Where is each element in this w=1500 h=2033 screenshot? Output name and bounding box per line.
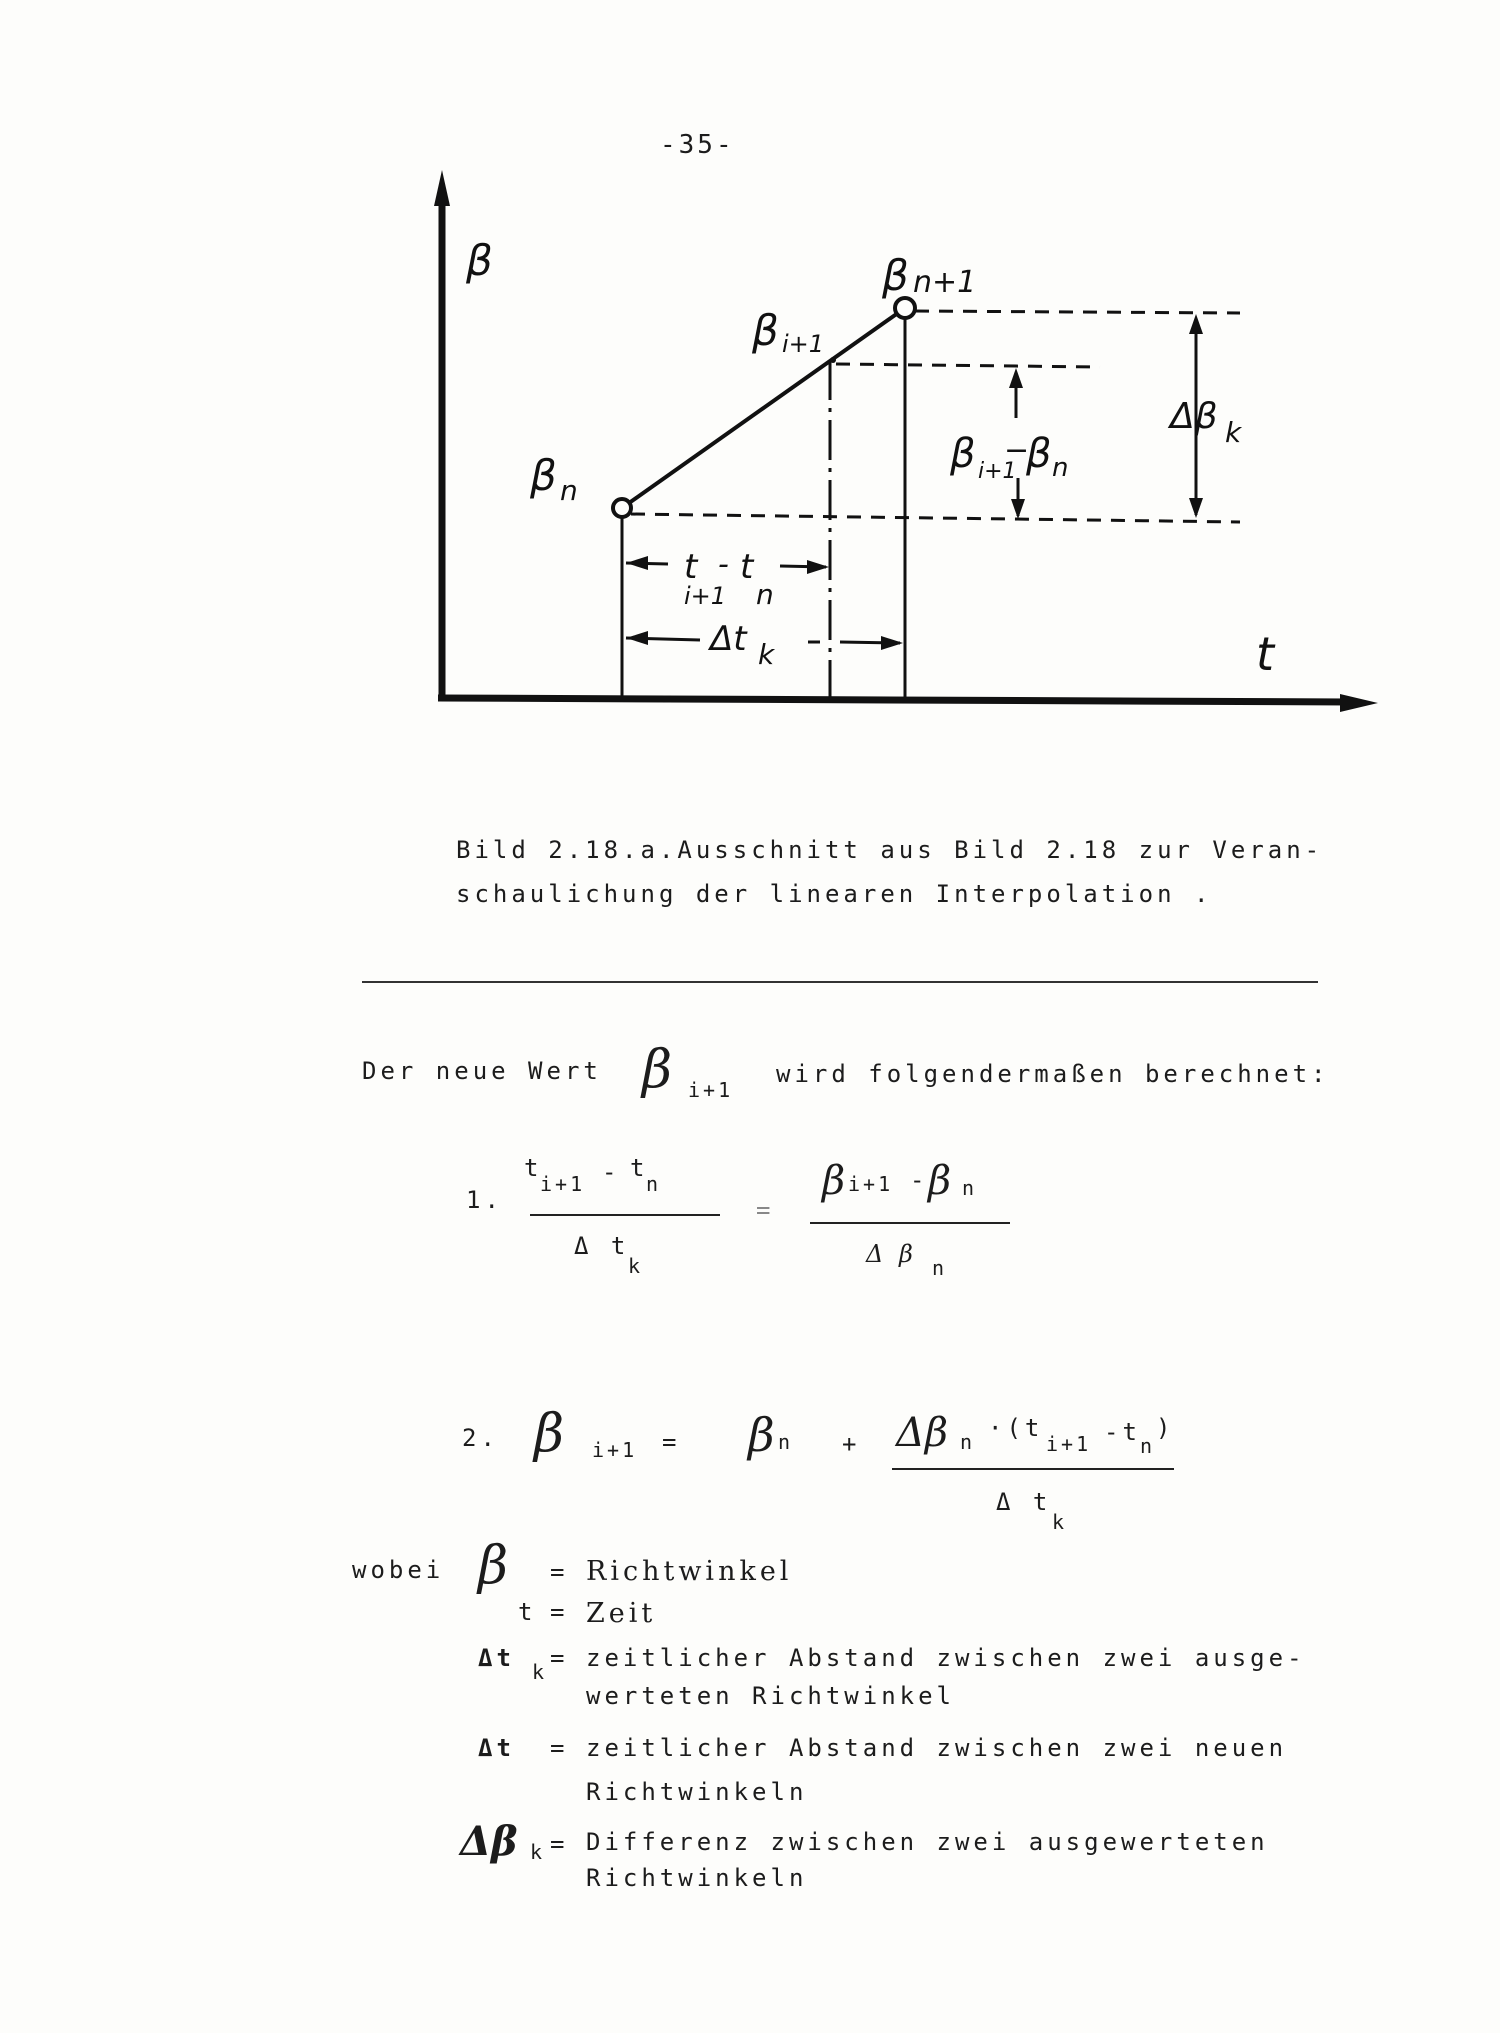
x-axis-label: t	[1256, 627, 1275, 681]
def-delta-tk	[478, 1644, 1338, 1734]
intro-symbol: β	[642, 1040, 673, 1100]
eq2-num-delta-sub: n	[960, 1430, 976, 1454]
eq1-lhs-num-tn-sub: n	[646, 1172, 662, 1196]
def-t-eq: =	[550, 1598, 569, 1626]
eq2-equals: =	[662, 1428, 681, 1456]
eq1-rhs-den-sub: n	[932, 1256, 948, 1280]
eq1-lhs-den-sub: k	[628, 1254, 644, 1278]
label-delta-t: Δt	[710, 619, 747, 659]
eq2-lhs-sub: i+1	[592, 1438, 638, 1462]
x-axis	[438, 698, 1350, 702]
def-delta-beta-k-text: Differenz zwischen zwei ausgewerteten	[586, 1828, 1269, 1856]
eq1-rhs-minus: -	[910, 1166, 929, 1194]
def-beta-text: Richtwinkel	[586, 1556, 793, 1587]
eq1-rhs-b1-sub: i+1	[848, 1172, 894, 1196]
interpolation-diagram	[0, 0, 1500, 800]
intro-suffix: wird folgendermaßen berechnet:	[776, 1060, 1330, 1088]
def-delta-t-text2: Richtwinkeln	[586, 1778, 808, 1806]
eq2-lhs: β	[534, 1404, 565, 1464]
label-delta-beta-k-sub: k	[1225, 416, 1242, 449]
dash-beta-n1	[915, 311, 1240, 313]
dash-beta-n	[631, 514, 1240, 522]
def-beta-symbol: β	[478, 1536, 509, 1596]
label-t-minus: -	[718, 547, 729, 582]
def-t-symbol: t	[518, 1598, 537, 1626]
def-delta-beta-k	[460, 1818, 1340, 1908]
eq1-rhs-b1: β	[822, 1158, 846, 1204]
label-t-n: t	[740, 547, 754, 587]
eq1-rhs-b2-sub: n	[962, 1176, 978, 1200]
eq1-equals: =	[756, 1196, 775, 1224]
label-diff-beta-n: β	[1026, 431, 1052, 477]
point-beta-i1	[830, 357, 836, 363]
eq2-num-rest: ·(t	[988, 1414, 1044, 1442]
def-delta-beta-k-eq: =	[550, 1830, 569, 1858]
y-axis-arrow	[434, 170, 450, 206]
def-beta-eq: =	[550, 1558, 569, 1586]
label-diff-beta-n-sub: n	[1052, 453, 1069, 483]
label-beta-n1: β	[882, 251, 909, 300]
eq2-num-tail: -t	[1104, 1418, 1141, 1446]
def-delta-t-eq: =	[550, 1734, 569, 1762]
eq1-rhs-fraction-bar	[810, 1222, 1010, 1224]
caption-line-2: schaulichung der linearen Interpolation .	[456, 880, 1213, 908]
def-t	[478, 1598, 1258, 1638]
eq1-lhs-minus: -	[602, 1158, 621, 1186]
divider-rule	[362, 981, 1318, 983]
eq1-rhs-den: Δ β	[866, 1240, 917, 1268]
label-diff-beta-sub: i+1	[978, 459, 1017, 484]
dash-beta-i1	[836, 364, 1100, 367]
label-beta-i1: β	[752, 306, 779, 355]
eq2-num-tail-sub: n	[1140, 1434, 1156, 1458]
label-beta-n-sub: n	[560, 474, 578, 507]
definitions-intro: wobei	[352, 1556, 445, 1584]
def-t-text: Zeit	[586, 1598, 657, 1629]
x-axis-arrow	[1340, 694, 1378, 712]
def-delta-tk-text: zeitlicher Abstand zwischen zwei ausge-	[586, 1644, 1306, 1672]
eq2-num-rest-sub: i+1	[1046, 1432, 1092, 1456]
label-beta-i1-sub: i+1	[782, 330, 825, 358]
def-delta-beta-k-symbol: Δβ	[460, 1818, 518, 1865]
def-delta-t	[478, 1734, 1338, 1824]
intro-symbol-sub: i+1	[688, 1078, 734, 1102]
def-beta	[478, 1536, 1258, 1596]
def-delta-beta-k-sub: k	[530, 1840, 546, 1864]
eq1-lhs-num-tn: t	[630, 1154, 649, 1182]
eq1-rhs-b2: β	[928, 1158, 952, 1204]
y-axis-label: β	[466, 236, 493, 285]
label-delta-beta-k: Δβ	[1170, 396, 1218, 437]
eq2-num-close: )	[1156, 1414, 1175, 1442]
eq1-lhs-num-sub: i+1	[540, 1172, 586, 1196]
caption-line-1: Bild 2.18.a.Ausschnitt aus Bild 2.18 zur Veran-	[456, 836, 1324, 864]
eq2-term1-sub: n	[778, 1430, 794, 1454]
label-t-i1: t	[684, 547, 698, 587]
eq2-num-delta: Δβ	[896, 1410, 949, 1456]
def-delta-t-symbol: Δt	[478, 1734, 515, 1762]
def-delta-tk-symbol: Δt	[478, 1644, 515, 1672]
def-delta-t-text: zeitlicher Abstand zwischen zwei neuen	[586, 1734, 1288, 1762]
def-delta-beta-k-text2: Richtwinkeln	[586, 1864, 808, 1892]
point-beta-n1	[895, 298, 915, 318]
eq1-lhs-den: Δ t	[574, 1232, 630, 1260]
eq2-den: Δ t	[996, 1488, 1052, 1516]
label-t-i1-sub: i+1	[684, 582, 727, 610]
label-beta-n1-sub: n+1	[913, 265, 977, 300]
label-delta-t-sub: k	[758, 638, 775, 671]
label-beta-n: β	[530, 451, 557, 500]
eq2-den-sub: k	[1052, 1510, 1068, 1534]
label-t-n-sub: n	[756, 578, 774, 611]
eq2-term1: β	[748, 1408, 775, 1462]
page-number: -35-	[660, 130, 735, 160]
intro-prefix: Der neue Wert	[362, 1057, 602, 1085]
eq1-number: 1.	[466, 1186, 503, 1214]
point-beta-n	[613, 499, 631, 517]
eq2-plus: +	[842, 1430, 861, 1458]
figure-caption	[456, 828, 1356, 916]
label-diff-beta: β	[950, 431, 976, 477]
def-delta-tk-eq: =	[550, 1644, 569, 1672]
eq1-lhs-fraction-bar	[530, 1214, 720, 1216]
def-delta-tk-sub: k	[532, 1660, 548, 1684]
def-delta-tk-text2: werteten Richtwinkel	[586, 1682, 955, 1710]
label-diff-minus: −	[1004, 433, 1030, 468]
eq2-number: 2.	[462, 1424, 499, 1452]
eq2-fraction-bar	[892, 1468, 1174, 1470]
eq1-lhs-num-t: t	[524, 1154, 543, 1182]
